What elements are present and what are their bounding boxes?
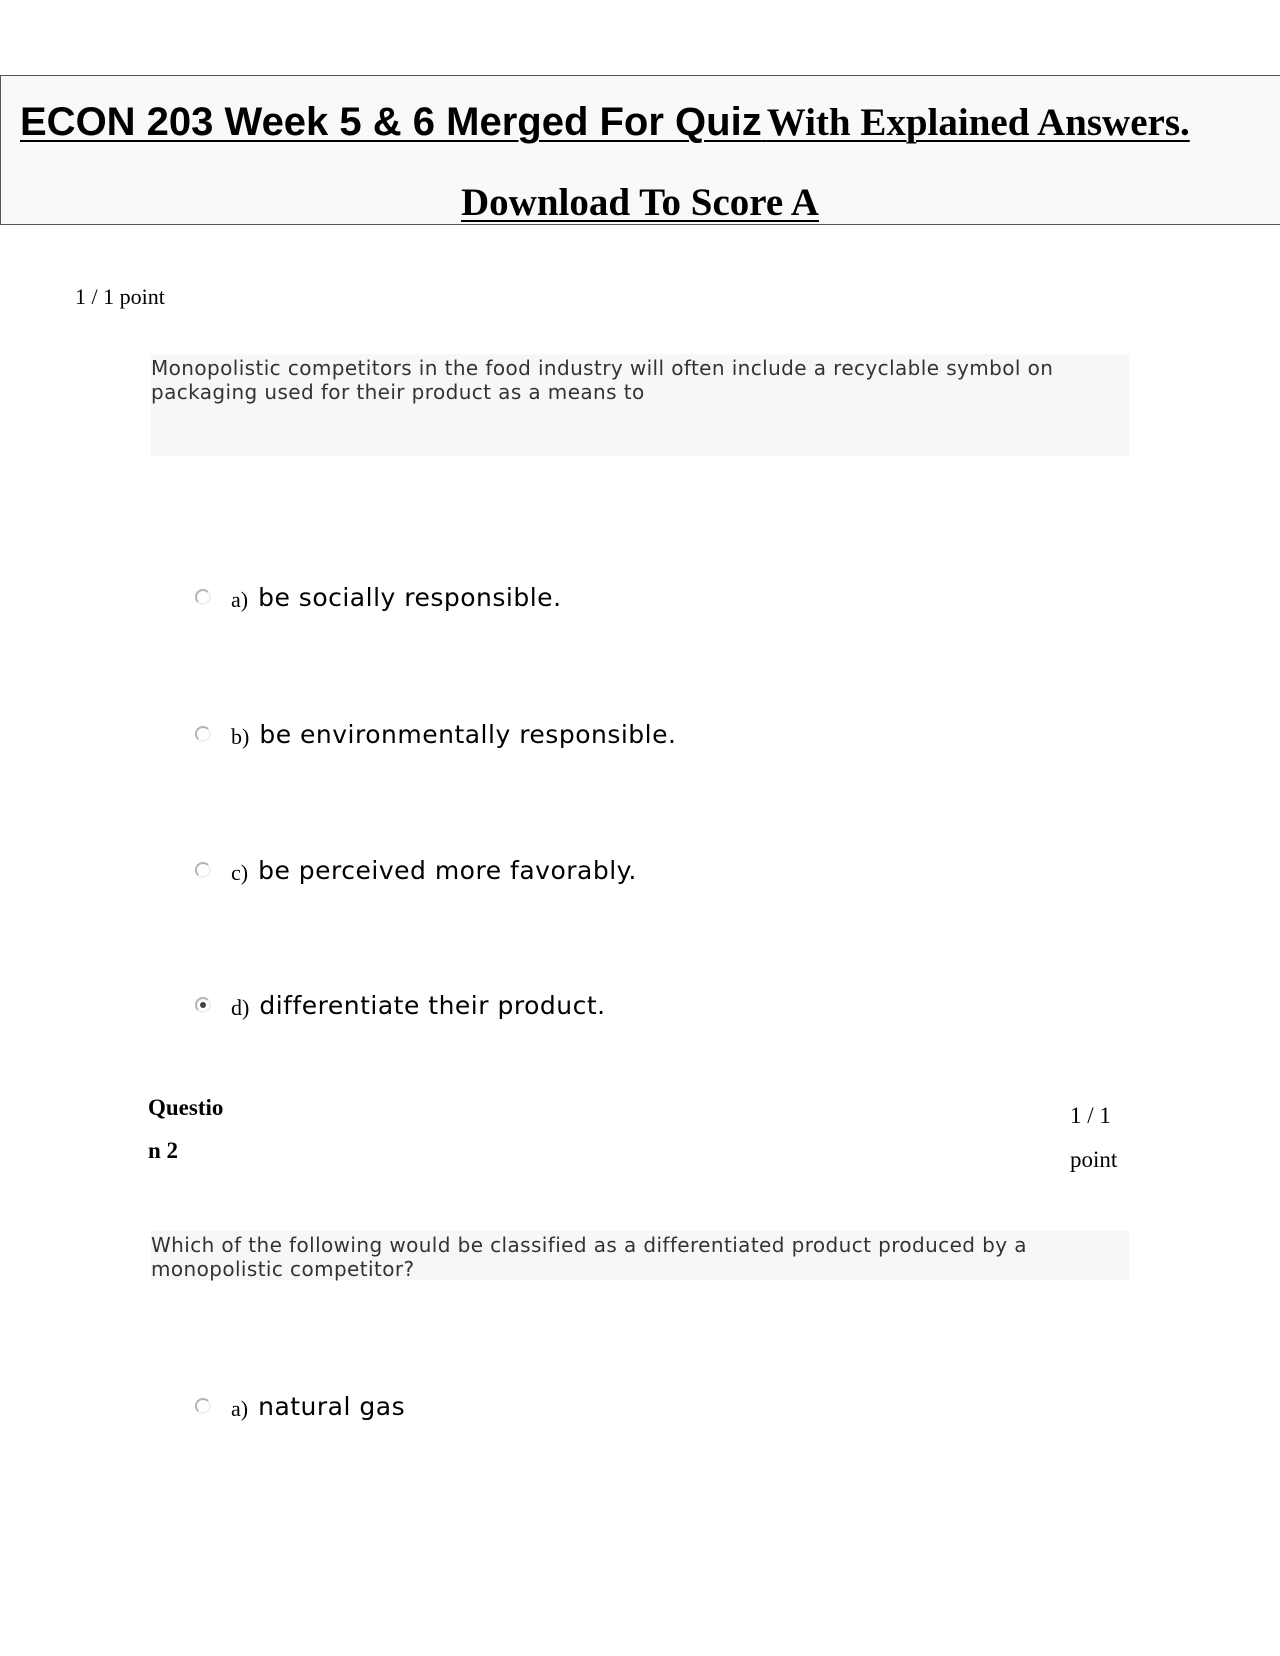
option-letter: a) — [231, 1396, 249, 1421]
option-text: be socially responsible. — [258, 582, 562, 612]
question-2-label-line-2: n 2 — [148, 1138, 179, 1163]
radio-button-icon[interactable] — [195, 862, 211, 878]
document-subtitle: Download To Score A — [461, 181, 819, 224]
option-text: natural gas — [258, 1391, 406, 1421]
question-1-option-d[interactable] — [195, 988, 606, 1022]
radio-button-icon[interactable] — [195, 1398, 211, 1414]
question-2-option-a[interactable] — [195, 1389, 405, 1423]
question-1-option-c[interactable] — [195, 853, 637, 887]
option-letter: c) — [231, 860, 249, 885]
option-text: differentiate their product. — [259, 990, 606, 1020]
question-2-label-line-1: Questio — [148, 1095, 224, 1120]
question-1-points: 1 / 1 point — [75, 284, 165, 309]
title-part-2: With Explained Answers. — [766, 101, 1190, 144]
option-letter: b) — [231, 724, 250, 749]
question-2-prompt: Which of the following would be classified as a differentiated product produced by a monopolistic competitor? — [151, 1231, 1129, 1280]
question-2-points-line-2: point — [1070, 1147, 1118, 1172]
option-letter: d) — [231, 995, 250, 1020]
radio-button-selected-icon[interactable] — [195, 997, 211, 1013]
radio-button-icon[interactable] — [195, 726, 211, 742]
question-2-points-line-1: 1 / 1 — [1070, 1103, 1111, 1128]
question-1-option-b[interactable] — [195, 717, 676, 751]
option-letter: a) — [231, 587, 249, 612]
title-part-1: ECON 203 Week 5 & 6 Merged For Quiz — [20, 100, 762, 144]
question-1-prompt: Monopolistic competitors in the food industry will often include a recyclable symbol on packaging used for their product as a means to — [151, 354, 1129, 456]
option-text: be environmentally responsible. — [259, 719, 677, 749]
document-title — [20, 100, 1260, 145]
option-text: be perceived more favorably. — [258, 855, 637, 885]
radio-button-icon[interactable] — [195, 589, 211, 605]
question-1-option-a[interactable] — [195, 580, 562, 614]
